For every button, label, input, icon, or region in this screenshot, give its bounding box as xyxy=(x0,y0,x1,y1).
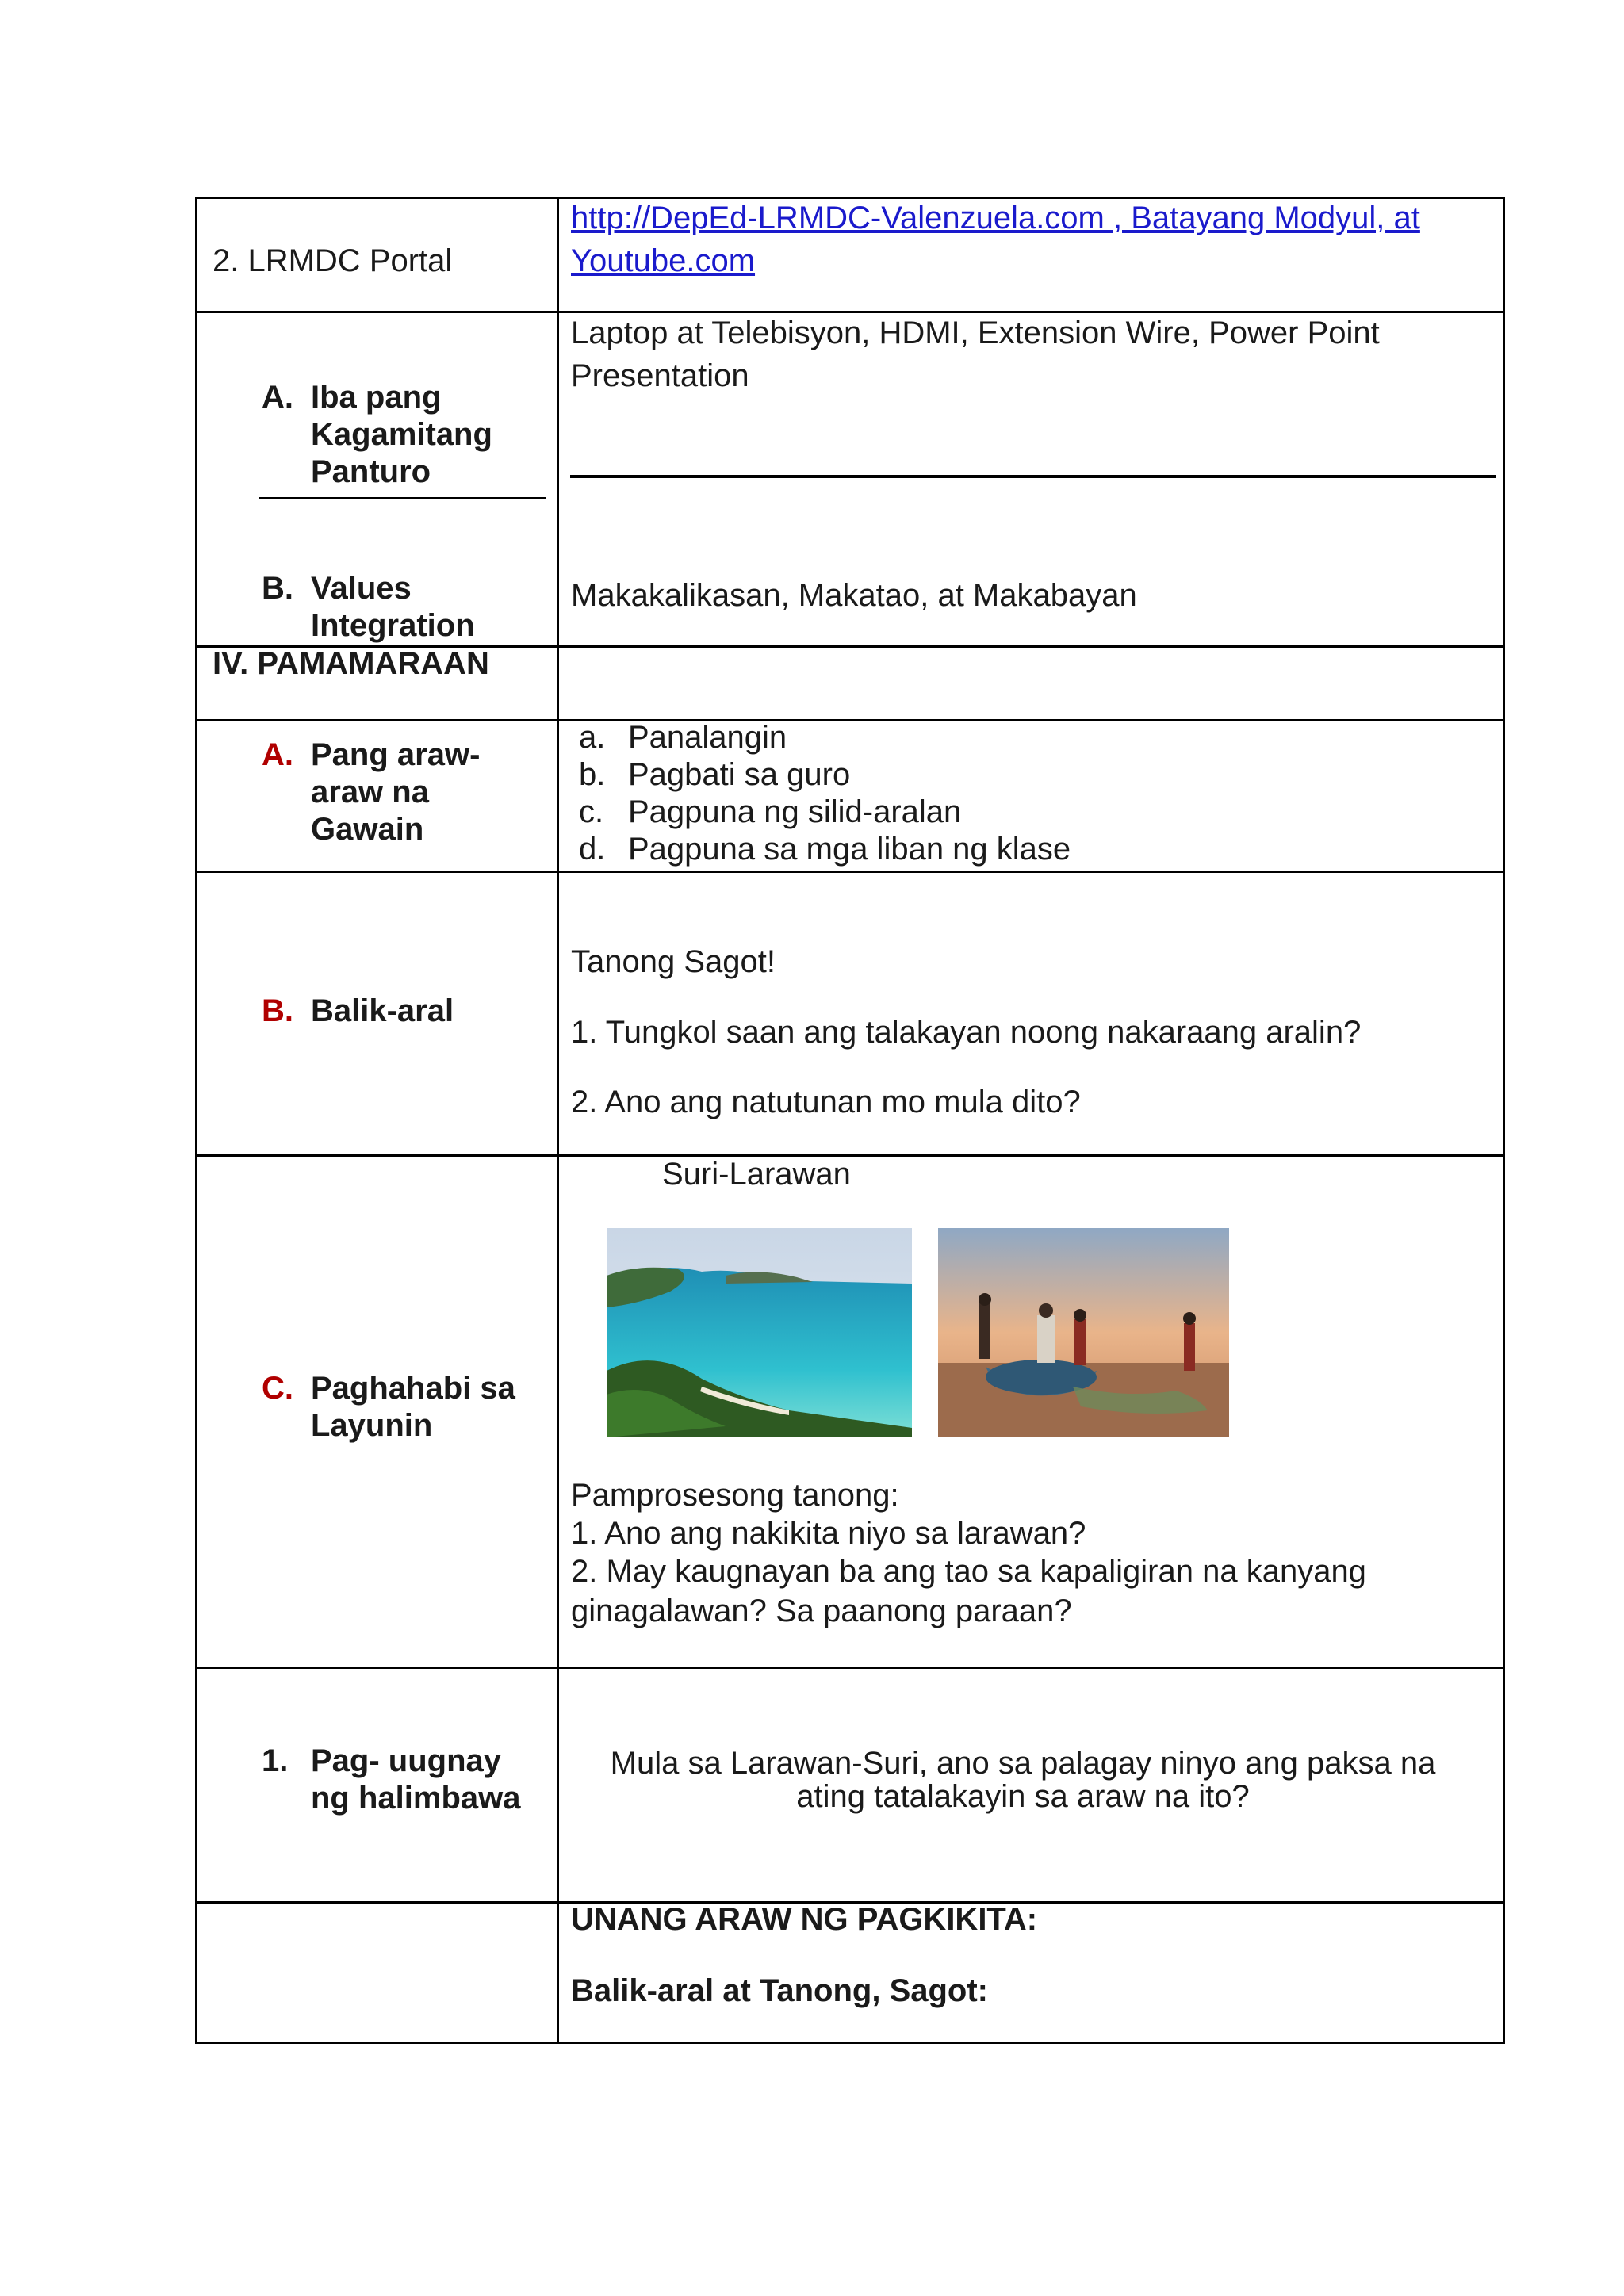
pamamaraan-heading: IV. PAMAMARAAN xyxy=(213,646,489,681)
label-marker: A. xyxy=(262,737,293,772)
paghahabi-label xyxy=(262,1370,563,1449)
balik-aral-label xyxy=(262,993,563,1032)
paghahabi-question-1: 1. Ano ang nakikita niyo sa larawan? xyxy=(571,1516,1086,1551)
suri-larawan-title: Suri-Larawan xyxy=(662,1157,851,1192)
values-content: Makakalikasan, Makatao, at Makabayan xyxy=(571,578,1137,613)
pang-araw-araw-label xyxy=(262,737,563,855)
label-text: Pang araw-araw na Gawain xyxy=(311,737,481,847)
balik-aral-heading: Tanong Sagot! xyxy=(571,944,776,979)
row-divider xyxy=(197,1667,1503,1669)
pag-uugnay-label xyxy=(262,1743,563,1822)
unang-araw-subheading: Balik-aral at Tanong, Sagot: xyxy=(571,1973,988,2008)
pag-uugnay-content-line1: Mula sa Larawan-Suri, ano sa palagay ninyo ang paksa na xyxy=(610,1746,1436,1781)
list-item: b. Pagbati sa guro xyxy=(579,757,851,792)
label-text: Balik-aral xyxy=(311,993,454,1028)
label-text: Iba pang Kagamitang Panturo xyxy=(311,380,492,489)
label-marker: 1. xyxy=(262,1743,289,1778)
list-item: a. Panalangin xyxy=(579,720,787,755)
label-text: Pag- uugnay ng halimbawa xyxy=(311,1743,521,1816)
values-integration-label xyxy=(262,570,563,649)
island-sea-image xyxy=(607,1228,912,1437)
pag-uugnay-content-line2: ating tatalakayin sa araw na ito? xyxy=(796,1779,1250,1814)
lrmdc-portal-label: 2. LRMDC Portal xyxy=(213,243,453,278)
kagamitan-line1: Laptop at Telebisyon, HDMI, Extension Wire, Power Point xyxy=(571,316,1380,350)
label-marker: B. xyxy=(262,993,293,1028)
label-text: Values Integration xyxy=(311,571,475,643)
fishermen-image xyxy=(938,1228,1229,1437)
kagamitan-line2: Presentation xyxy=(571,358,749,393)
pamprosesong-label: Pamprosesong tanong: xyxy=(571,1478,899,1513)
label-marker: C. xyxy=(262,1371,293,1406)
content-rule xyxy=(570,475,1496,478)
youtube-link[interactable]: Youtube.com xyxy=(571,243,756,278)
lrmdc-link-line1[interactable]: http://DepEd-LRMDC-Valenzuela.com , Batayang Modyul, at xyxy=(571,201,1420,235)
iba-pang-kagamitang-label xyxy=(262,379,563,498)
row-divider xyxy=(197,871,1503,873)
paghahabi-question-2-line1: 2. May kaugnayan ba ang tao sa kapaligiran na kanyang xyxy=(571,1554,1366,1589)
balik-aral-question-1: 1. Tungkol saan ang talakayan noong nakaraang aralin? xyxy=(571,1015,1362,1050)
paghahabi-question-2-line2: ginagalawan? Sa paanong paraan? xyxy=(571,1594,1072,1628)
list-item: c. Pagpuna ng silid-aralan xyxy=(579,794,962,829)
balik-aral-question-2: 2. Ano ang natutunan mo mula dito? xyxy=(571,1085,1081,1119)
label-marker: A. xyxy=(262,380,293,415)
row-divider xyxy=(197,719,1503,721)
unang-araw-heading: UNANG ARAW NG PAGKIKITA: xyxy=(571,1902,1038,1937)
label-marker: B. xyxy=(262,571,293,606)
list-item: d. Pagpuna sa mga liban ng klase xyxy=(579,832,1071,867)
label-text: Paghahabi sa Layunin xyxy=(311,1371,515,1443)
